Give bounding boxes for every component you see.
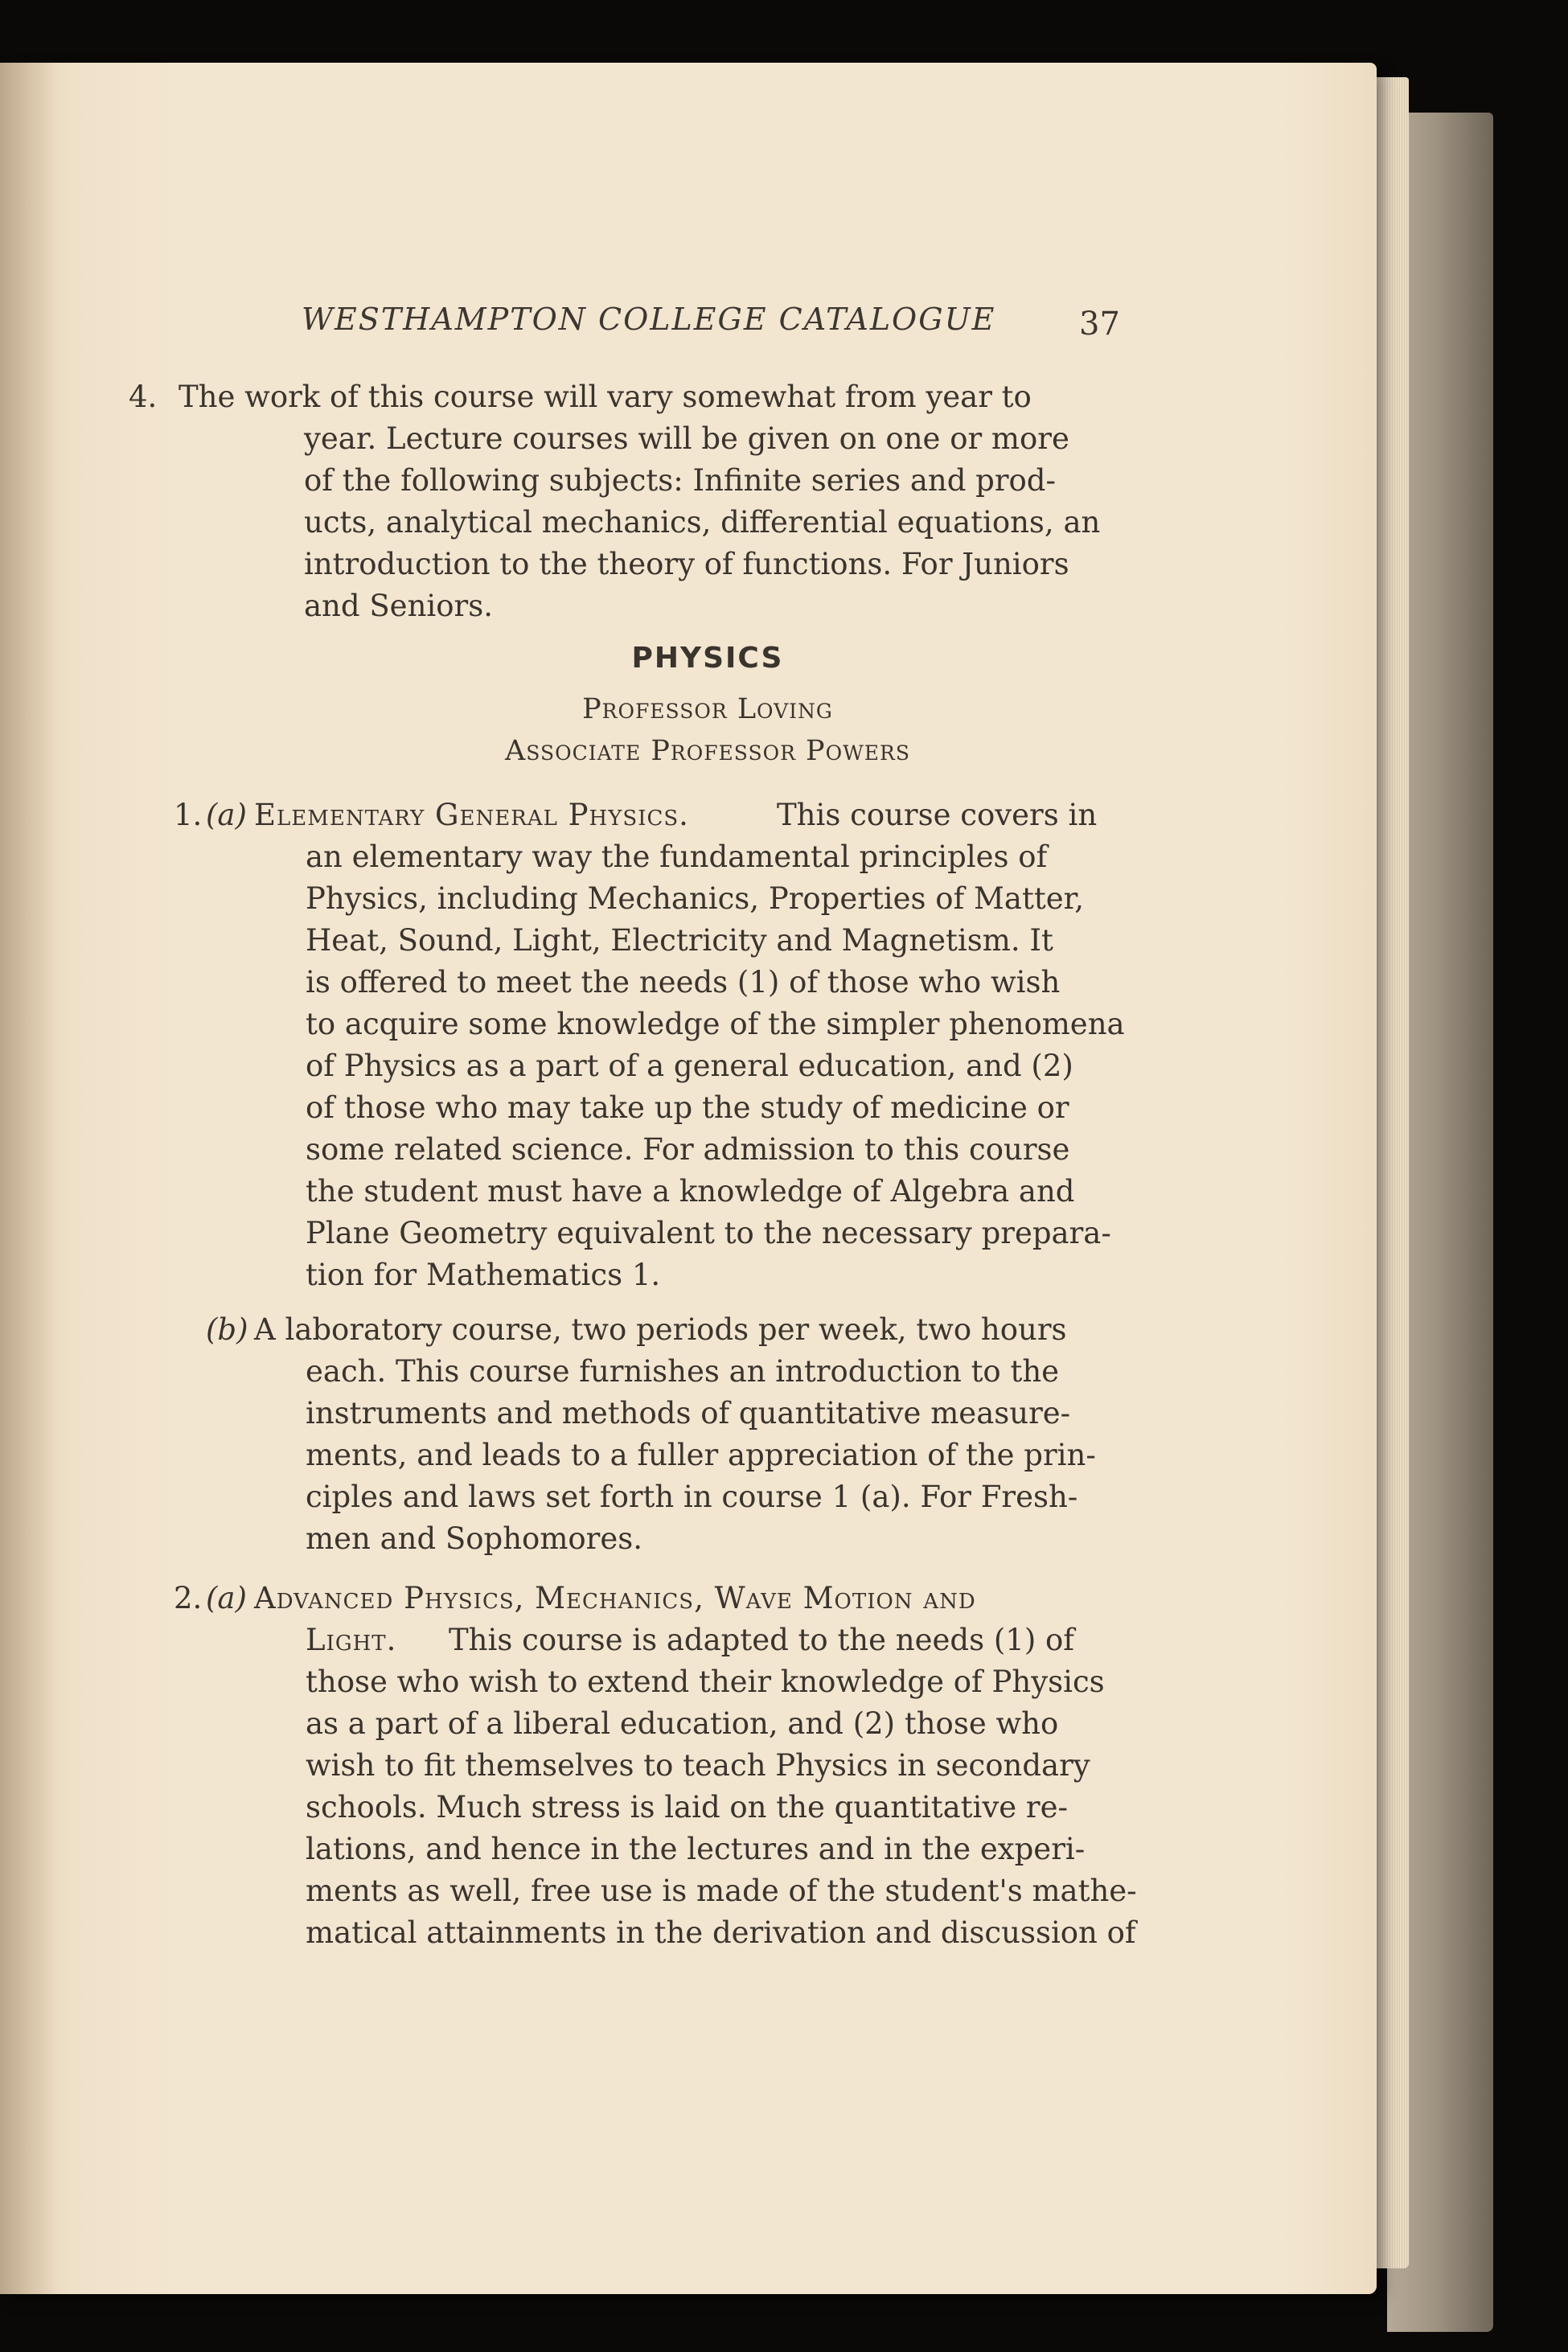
paragraph-line: ments, and leads to a fuller appreciation of the prin- [306, 1438, 1096, 1472]
paragraph-line: some related science. For admission to this course [306, 1132, 1070, 1167]
sub-item-label: (a) [206, 1581, 247, 1615]
paragraph-line: men and Sophomores. [306, 1521, 643, 1556]
paragraph-line: This course covers in [777, 798, 1098, 832]
paragraph-line: The work of this course will vary somewhat from year to [179, 380, 1032, 414]
paragraph-line: those who wish to extend their knowledge of Physics [306, 1664, 1105, 1699]
section-heading: PHYSICS [631, 642, 784, 675]
course-title: Light. [306, 1623, 397, 1657]
paragraph-line: tion for Mathematics 1. [306, 1258, 661, 1292]
paragraph-line: and Seniors. [304, 589, 493, 623]
paragraph-line: year. Lecture courses will be given on one or more [304, 421, 1069, 456]
course-title: Advanced Physics, Mechanics, Wave Motion and [254, 1581, 976, 1615]
paragraph-line: wish to fit themselves to teach Physics in secondary [306, 1748, 1090, 1783]
paragraph-line: is offered to meet the needs (1) of those who wish [306, 965, 1061, 999]
paragraph-line: each. This course furnishes an introduction to the [306, 1354, 1060, 1389]
course-title: Elementary General Physics. [254, 798, 689, 832]
paragraph-line: as a part of a liberal education, and (2) those who [306, 1706, 1059, 1741]
item-number: 4. [129, 380, 158, 414]
professor-line: Professor Loving [582, 693, 833, 725]
paragraph-line: of those who may take up the study of medicine or [306, 1090, 1069, 1125]
paragraph-line: introduction to the theory of functions. For Juniors [304, 547, 1069, 581]
course-number: 2. [174, 1581, 203, 1615]
paragraph-line: of Physics as a part of a general education, and (2) [306, 1049, 1073, 1083]
paragraph-line: instruments and methods of quantitative measure- [306, 1396, 1071, 1430]
paragraph-line: the student must have a knowledge of Algebra and [306, 1174, 1075, 1209]
paragraph-line: Heat, Sound, Light, Electricity and Magnetism. It [306, 923, 1053, 958]
paragraph-line: an elementary way the fundamental principles of [306, 839, 1048, 874]
paragraph-line: ucts, analytical mechanics, differential equations, an [304, 505, 1101, 540]
paragraph-line: ments as well, free use is made of the student's mathe- [306, 1874, 1137, 1908]
paragraph-line: Plane Geometry equivalent to the necessary prepara- [306, 1216, 1111, 1250]
running-header: WESTHAMPTON COLLEGE CATALOGUE [302, 302, 996, 337]
paragraph-line: schools. Much stress is laid on the quantitative re- [306, 1790, 1068, 1825]
paragraph-line: A laboratory course, two periods per week, two hours [254, 1312, 1067, 1347]
paragraph-line: of the following subjects: Infinite series and prod- [304, 463, 1056, 498]
paragraph-line: Physics, including Mechanics, Properties of Matter, [306, 881, 1084, 916]
sub-item-label: (a) [206, 798, 247, 832]
sub-item-label: (b) [206, 1312, 248, 1347]
professor-line: Associate Professor Powers [505, 735, 910, 767]
course-number: 1. [174, 798, 203, 832]
paragraph-line: lations, and hence in the lectures and in the experi- [306, 1832, 1086, 1866]
paragraph-line: matical attainments in the derivation and discussion of [306, 1915, 1136, 1950]
paragraph-line: This course is adapted to the needs (1) of [449, 1623, 1074, 1657]
paragraph-line: ciples and laws set forth in course 1 (a). For Fresh- [306, 1480, 1078, 1514]
page-number: 37 [1079, 306, 1120, 343]
paragraph-line: to acquire some knowledge of the simpler phenomena [306, 1007, 1125, 1041]
